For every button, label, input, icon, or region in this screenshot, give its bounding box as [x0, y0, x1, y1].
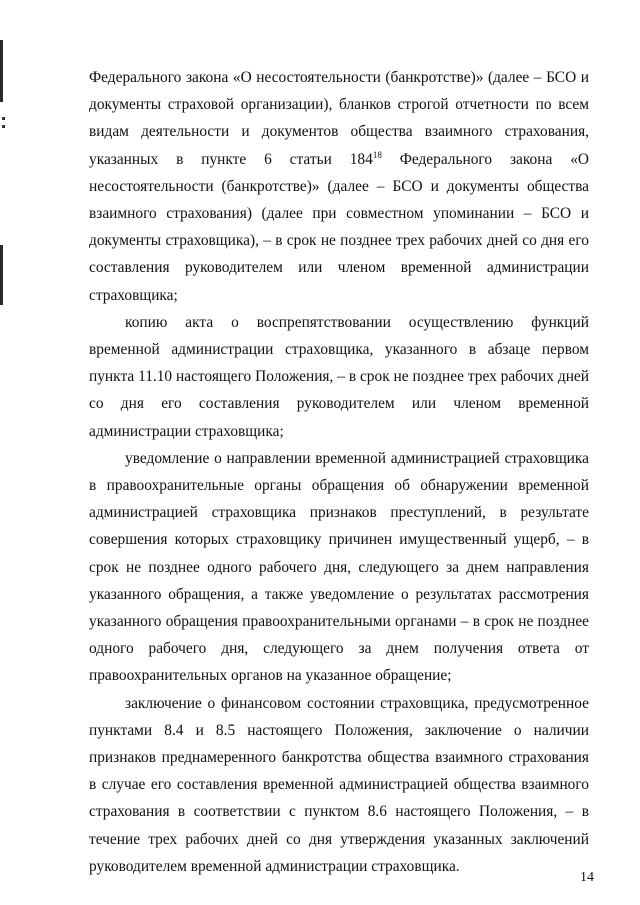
scan-dot: [2, 125, 5, 128]
paragraph-text: уведомление о направлении временной администрацией страховщика в правоохранительные органы обращения об обнаружении временной администрацией страховщика признаков преступлений, в результате совершения которых страховщику причинен имущественный ущерб, – в срок не позднее одного рабочего дня, следующего за днем направления указанного обращения, а также уведомление о результатах рассмотрения указанного обращения правоохранительными органами – в срок не позднее одного рабочего дня, следующего за днем получения ответа от правоохранительных органов на указанное обращение;: [89, 449, 589, 685]
scan-edge-mark: [0, 245, 3, 305]
superscript-number: 18: [372, 149, 382, 160]
paragraph-2: [89, 309, 589, 445]
paragraph-text: Федерального закона «О несостоятельности (банкротстве)» (далее – БСО и документы страховой организации), бланков строгой отчетности по всем видам деятельности и документов общества взаимного страхования, указанных в пункте 6 статьи 184: [89, 69, 589, 168]
paragraph-1: [89, 64, 589, 309]
document-body: [89, 64, 589, 880]
scan-edge-mark: [0, 40, 3, 102]
paragraph-4: [89, 690, 589, 880]
scan-dot: [2, 117, 5, 120]
paragraph-text: заключение о финансовом состоянии страховщика, предусмотренное пунктами 8.4 и 8.5 настоящего Положения, заключение о наличии признаков преднамеренного банкротства общества взаимного страхования в случае его составления временной администрацией общества взаимного страхования в соответствии с пунктом 8.6 настоящего Положения, – в течение трех рабочих дней со дня утверждения указанных заключений руководителем временной администрации страховщика.: [89, 694, 589, 875]
paragraph-text: копию акта о воспрепятствовании осуществлению функций временной администрации страховщика, указанного в абзаце первом пункта 11.10 настоящего Положения, – в срок не позднее трех рабочих дней со дня его составления руководителем или членом временной администрации страховщика;: [89, 313, 589, 440]
paragraph-3: [89, 445, 589, 690]
page-number: 14: [580, 870, 594, 885]
paragraph-text: Федерального закона «О несостоятельности (банкротстве)» (далее – БСО и документы общества взаимного страхования) (далее при совместном упоминании – БСО и документы страховщика), – в срок не позднее трех рабочих дней со дня его составления руководителем или членом временной администрации страховщика;: [89, 150, 589, 304]
